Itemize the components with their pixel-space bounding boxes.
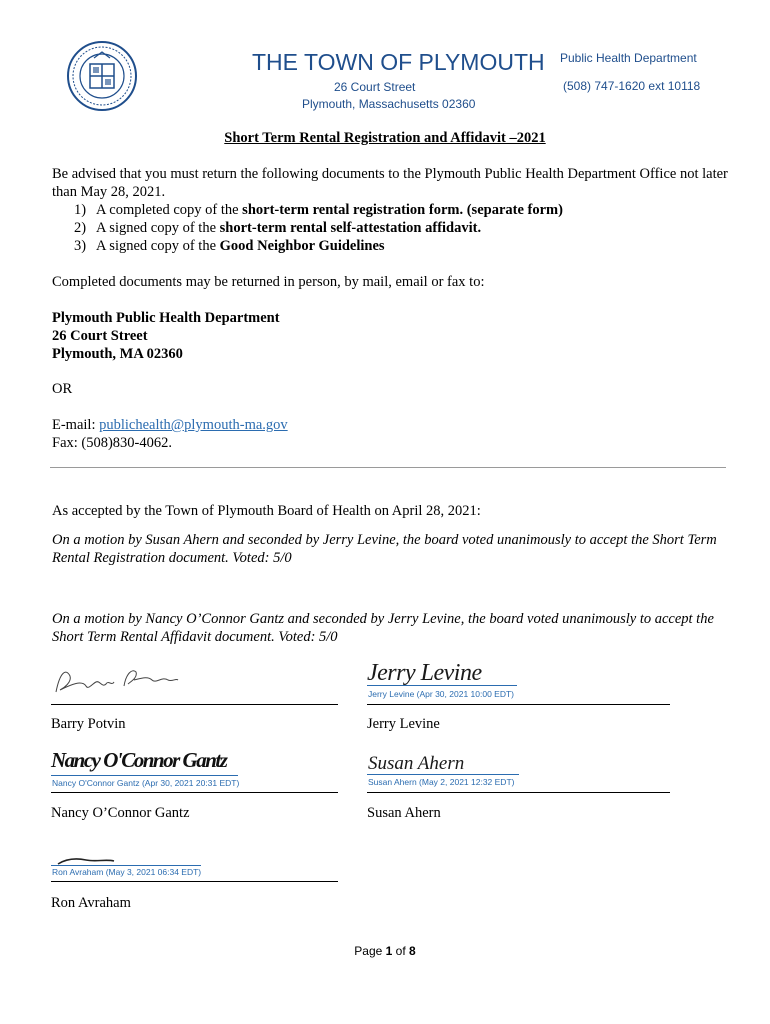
ron-stamp-underline	[51, 865, 201, 866]
page-number: Page 1 of 8	[354, 944, 416, 958]
mailing-address	[52, 309, 280, 363]
nancy-name: Nancy O’Connor Gantz	[51, 805, 190, 821]
address-line: Plymouth, MA 02360	[52, 346, 183, 362]
header-city: Plymouth, Massachusetts 02360	[302, 97, 476, 111]
jerry-stamp-underline	[367, 685, 517, 686]
jerry-signature-stamp: Jerry Levine (Apr 30, 2021 10:00 EDT)	[368, 689, 514, 699]
list-item: 3) A signed copy of the Good Neighbor Guidelines	[74, 238, 385, 254]
document-title: Short Term Rental Registration and Affidavit –2021	[224, 130, 546, 146]
accepted-statement: As accepted by the Town of Plymouth Board of Health on April 28, 2021:	[52, 503, 481, 519]
nancy-signature-image: Nancy O'Connor Gantz	[51, 748, 227, 772]
town-seal-icon	[66, 40, 138, 112]
email-label: E-mail:	[52, 417, 100, 433]
intro-paragraph: Be advised that you must return the following documents to the Plymouth Public Health Department Office not later than May 28, 2021.	[52, 166, 728, 200]
barry-signature-image	[52, 662, 182, 698]
or-text: OR	[52, 381, 73, 397]
nancy-stamp-underline	[51, 775, 238, 776]
susan-signature-image: Susan Ahern	[368, 753, 465, 774]
ron-signature-line	[51, 881, 338, 882]
susan-stamp-underline	[367, 774, 519, 775]
barry-signature-line	[51, 704, 338, 705]
address-line: 26 Court Street	[52, 328, 148, 344]
barry-name: Barry Potvin	[51, 716, 126, 732]
jerry-name: Jerry Levine	[367, 716, 440, 732]
susan-signature-stamp: Susan Ahern (May 2, 2021 12:32 EDT)	[368, 777, 515, 787]
jerry-signature-line	[367, 704, 670, 705]
fax-line: Fax: (508)830-4062.	[52, 435, 173, 451]
email-link[interactable]: publichealth@plymouth-ma.gov	[99, 417, 288, 433]
header-phone: (508) 747-1620 ext 10118	[563, 79, 701, 93]
motion-affidavit: On a motion by Nancy O’Connor Gantz and seconded by Jerry Levine, the board voted unanimously to accept the Short Term Rental Affidavit document. Voted: 5/0	[52, 611, 714, 645]
nancy-signature-line	[51, 792, 338, 793]
nancy-signature-stamp: Nancy O'Connor Gantz (Apr 30, 2021 20:31 EDT)	[52, 778, 240, 788]
header-street: 26 Court Street	[334, 80, 416, 94]
susan-name: Susan Ahern	[367, 805, 441, 821]
address-line: Plymouth Public Health Department	[52, 310, 280, 326]
motion-registration: On a motion by Susan Ahern and seconded by Jerry Levine, the board voted unanimously to accept the Short Term Rental Registration document. Voted: 5/0	[52, 532, 717, 566]
email-line	[52, 416, 732, 434]
list-item: 1) A completed copy of the short-term rental registration form. (separate form)	[74, 202, 563, 218]
list-item: 2) A signed copy of the short-term rental self-attestation affidavit.	[74, 220, 482, 236]
ron-signature-stamp: Ron Avraham (May 3, 2021 06:34 EDT)	[52, 867, 202, 877]
ron-name: Ron Avraham	[51, 895, 131, 911]
jerry-signature-image: Jerry Levine	[367, 660, 482, 686]
header-department: Public Health Department	[560, 51, 697, 65]
susan-signature-line	[367, 792, 670, 793]
divider	[50, 467, 726, 468]
required-documents-list	[74, 201, 563, 255]
return-instructions: Completed documents may be returned in person, by mail, email or fax to:	[52, 274, 485, 290]
town-title: THE TOWN OF PLYMOUTH	[252, 49, 545, 75]
